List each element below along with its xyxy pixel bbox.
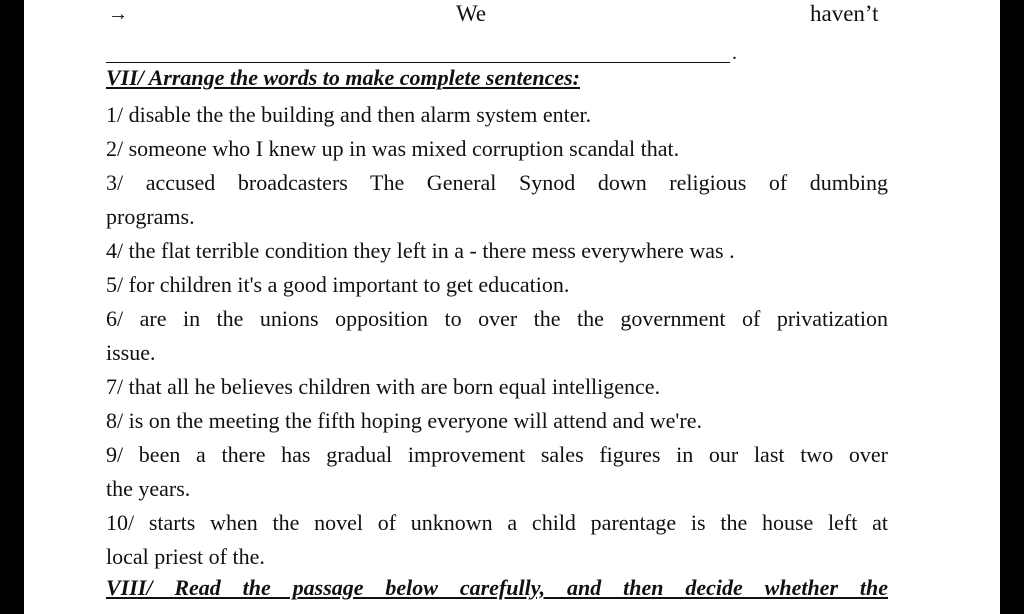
sentence-line: 7/ that all he believes children with are born equal intelligence.	[106, 374, 661, 399]
sentence-item	[106, 268, 888, 302]
sentence-line: 9/ been a there has gradual improvement sales figures in our last two over	[106, 442, 888, 467]
sentence-item	[106, 132, 888, 166]
sentence-list	[106, 98, 888, 574]
sentence-line: 5/ for children it's a good important to get education.	[106, 272, 570, 297]
sentence-line: local priest of the.	[106, 544, 265, 569]
section-7-heading: VII/ Arrange the words to make complete sentences:	[106, 65, 581, 90]
sentence-item	[106, 438, 888, 506]
answer-word-havent: haven’t	[810, 1, 879, 26]
sentence-line: 10/ starts when the novel of unknown a child parentage is the house left at	[106, 510, 888, 535]
arrow-icon: →	[108, 3, 128, 25]
sentence-line: 1/ disable the the building and then alarm system enter.	[106, 102, 592, 127]
sentence-line: programs.	[106, 204, 195, 229]
previous-answer-line	[24, 0, 1000, 30]
document-page	[24, 0, 1000, 614]
sentence-line: issue.	[106, 340, 156, 365]
sentence-line: 6/ are in the unions opposition to over the the government of privatization	[106, 306, 888, 331]
sentence-line: 4/ the flat terrible condition they left in a - there mess everywhere was .	[106, 238, 735, 263]
sentence-line: 3/ accused broadcasters The General Synod down religious of dumbing	[106, 170, 888, 195]
section-8-heading: VIII/ Read the passage below carefully, and then decide whether the	[106, 575, 888, 600]
sentence-item	[106, 166, 888, 234]
sentence-item	[106, 98, 888, 132]
sentence-item	[106, 234, 888, 268]
answer-word-we: We	[456, 1, 487, 26]
sentence-line: 2/ someone who I knew up in was mixed corruption scandal that.	[106, 136, 680, 161]
sentence-item	[106, 302, 888, 370]
sentence-item	[106, 370, 888, 404]
sentence-line: 8/ is on the meeting the fifth hoping everyone will attend and we're.	[106, 408, 702, 433]
sentence-item	[106, 506, 888, 574]
answer-blank-line	[106, 62, 730, 63]
sentence-item	[106, 404, 888, 438]
answer-end-dot: .	[732, 42, 737, 64]
sentence-line: the years.	[106, 476, 191, 501]
